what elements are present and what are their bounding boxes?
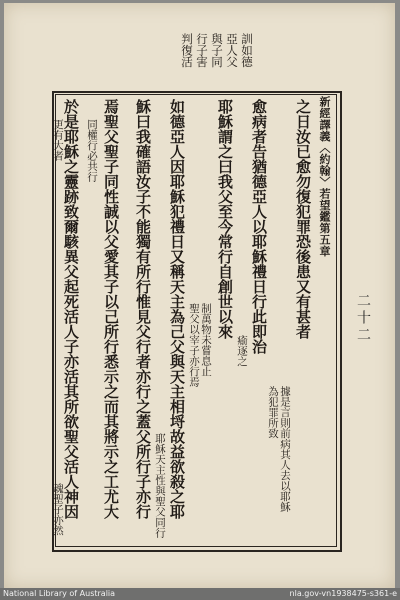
text-column-3: 耶穌謂之曰我父至今常行自創世以來 (216, 99, 234, 339)
footer-library: National Library of Australia (3, 589, 116, 598)
note-col-9: 魂聖子亦然 (52, 483, 64, 536)
margin-note-col-3: 與子同 (210, 33, 224, 68)
book-page (4, 3, 395, 588)
note-col-3: 瘉逐之 (236, 335, 248, 367)
page-number: 二十二 (355, 293, 371, 344)
note-col-5: 聖父以宰子亦行焉 (188, 303, 200, 387)
text-column-1: 之日汝已愈勿復犯罪恐後患又有甚者 (294, 99, 312, 339)
note-col-8: 更有大者 (52, 119, 64, 161)
text-column-2: 愈病者告猶德亞人以耶穌禮日行此即治 (250, 99, 268, 354)
text-column-4: 如德亞人因耶穌犯禮日又稱天主為己父與天主相埒故益欲殺之耶 (168, 99, 186, 519)
margin-note-col-1: 訓如德 (240, 33, 254, 68)
footer-identifier: nla.gov-vn1938475-s361-e (289, 589, 397, 598)
text-column-7: 於是耶穌之靈跡致爾駭異父起死活人子亦活其所欲聖父活人神因 (62, 99, 80, 519)
text-column-6: 焉聖父聖子同性誠以父愛其子以己所行悉示之而其將示之工尤大 (102, 99, 120, 519)
note-col-6: 耶穌天主性與聖父同行 (154, 433, 166, 538)
chapter-header: 新經譯義〈約翰〉若望鑑第五章 (318, 96, 331, 257)
note-col-1: 據是言則前病其人去以耶穌 (279, 386, 291, 512)
margin-note-col-4: 行子害 (195, 33, 209, 68)
footer-bar (0, 588, 400, 600)
note-col-7: 同權行必共行 (86, 119, 98, 182)
margin-note-col-5: 判復活 (180, 33, 194, 68)
text-column-5: 穌曰我確語汝子不能獨有所行惟見父行者亦行之蓋父所行子亦行 (134, 99, 152, 519)
margin-note-col-2: 亞人父 (225, 33, 239, 68)
note-col-2: 為犯罪所致 (267, 386, 279, 439)
note-col-4: 制萬物未嘗息止 (200, 303, 212, 377)
